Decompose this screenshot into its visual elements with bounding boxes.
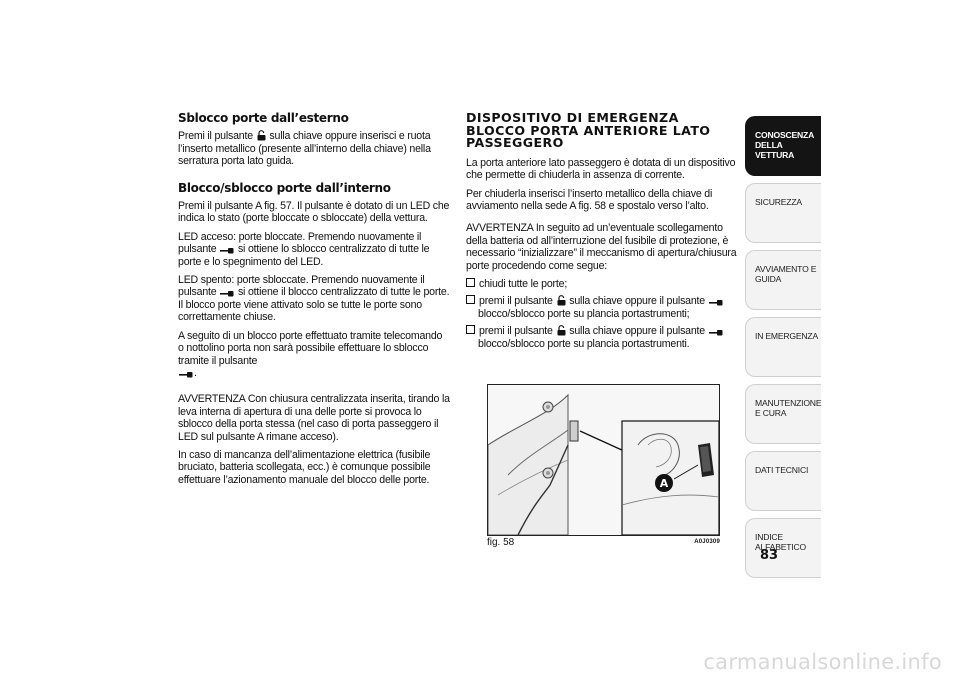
- heading-lock-inside: Blocco/sblocco porte dall’interno: [178, 180, 391, 195]
- paragraph-remote-lock: A seguito di un blocco porte effettuato tramite telecomando o nottolino porta non sarà possibile effettuare lo sblocco tramite il pulsante .: [178, 329, 443, 379]
- right-column: [466, 112, 738, 355]
- marker-a-label: A: [659, 477, 669, 490]
- paragraph-button-a: Premi il pulsante A fig. 57. Il pulsante è dotato di un LED che indica lo stato (porte bloccate o sbloccate) della vettura.: [178, 200, 450, 225]
- tab-conoscenza-della-vettura[interactable]: CONOSCENZA DELLA VETTURA: [745, 116, 821, 176]
- paragraph-power-failure: In caso di mancanza dell’alimentazione elettrica (fusibile bruciato, batteria scollegata, ecc.) è comunque possibile effettuare l’azionamento manuale del blocco delle porte.: [178, 448, 431, 486]
- chapter-tabs: [745, 116, 821, 585]
- tab-sicurezza[interactable]: SICUREZZA: [745, 183, 821, 243]
- paragraph-how-to-close: Per chiuderla inserisci l’inserto metallico della chiave di avviamento nella sede A fig. 58 e spostalo verso l’alto.: [466, 187, 713, 212]
- tab-in-emergenza[interactable]: IN EMERGENZA: [745, 317, 821, 377]
- tab-indice-alfabetico[interactable]: INDICE ALFABETICO: [745, 518, 821, 578]
- left-column: [178, 112, 450, 492]
- checklist-item: chiudi tutte le porte;: [466, 278, 738, 290]
- door-latch-drawing: [488, 385, 719, 535]
- checklist-item: premi il pulsante sulla chiave oppure il pulsante blocco/sblocco porte su plancia portastrumenti.: [466, 325, 738, 350]
- figure-code: A0J0309: [694, 539, 720, 545]
- checkbox-bullet-icon: [466, 278, 475, 287]
- figure-58-door-lock-illustration: [487, 384, 720, 536]
- tab-avviamento-e-guida[interactable]: AVVIAMENTO E GUIDA: [745, 250, 821, 310]
- heading-unlock-outside: Sblocco porte dall’esterno: [178, 111, 349, 125]
- unlock-icon: [557, 325, 566, 336]
- checkbox-bullet-icon: [466, 295, 475, 304]
- key-lock-icon: [179, 371, 193, 378]
- figure-caption-label: fig. 58: [487, 537, 515, 548]
- checklist-item: premi il pulsante sulla chiave oppure il pulsante blocco/sblocco porte su plancia portastrumenti;: [466, 295, 738, 320]
- paragraph-warning-battery: AVVERTENZA In seguito ad un’eventuale scollegamento della batteria od all’interruzione del fusibile di protezione, è necessario “inizializzare” il meccanismo di apertura/chiusura porte procedendo come segue:: [466, 222, 737, 272]
- key-lock-icon: [220, 247, 234, 254]
- paragraph-device-intro: La porta anteriore lato passeggero è dotata di un dispositivo che permette di chiuderla in assenza di corrente.: [466, 156, 736, 182]
- checkbox-bullet-icon: [466, 325, 475, 334]
- key-lock-icon: [709, 329, 723, 336]
- page-number: 83: [760, 548, 779, 563]
- tab-dati-tecnici[interactable]: DATI TECNICI: [745, 451, 821, 511]
- key-lock-icon: [709, 299, 723, 306]
- tab-manutenzione-e-cura[interactable]: MANUTENZIONE E CURA: [745, 384, 821, 444]
- figure-caption: [487, 537, 720, 548]
- key-lock-icon: [220, 290, 234, 297]
- paragraph-unlock-outside: Premi il pulsante sulla chiave oppure inserisci e ruota l’inserto metallico (presente all’interno della chiave) nella serratura porta lato guida.: [178, 130, 431, 168]
- section-title-emergency-device: DISPOSITIVO DI EMERGENZA BLOCCO PORTA ANTERIORE LATO PASSEGGERO: [466, 110, 711, 151]
- unlock-icon: [557, 295, 566, 306]
- watermark: carmanualsonline.info: [703, 650, 942, 674]
- paragraph-led-off: LED spento: porte sbloccate. Premendo nuovamente il pulsante si ottiene il blocco centralizzato di tutte le porte. Il blocco porte viene attivato solo se tutte le porte sono correttamente chiuse.: [178, 274, 450, 324]
- paragraph-led-on: LED acceso: porte bloccate. Premendo nuovamente il pulsante si ottiene lo sblocco centralizzato di tutte le porte e lo spegnimento del LED.: [178, 230, 430, 268]
- paragraph-warning-lever: AVVERTENZA Con chiusura centralizzata inserita, tirando la leva interna di apertura di una delle porte si provoca lo sblocco della porta stessa (nel caso di porta passeggero il LED sul pulsante A rimane acceso).: [178, 393, 450, 443]
- unlock-icon: [257, 130, 266, 141]
